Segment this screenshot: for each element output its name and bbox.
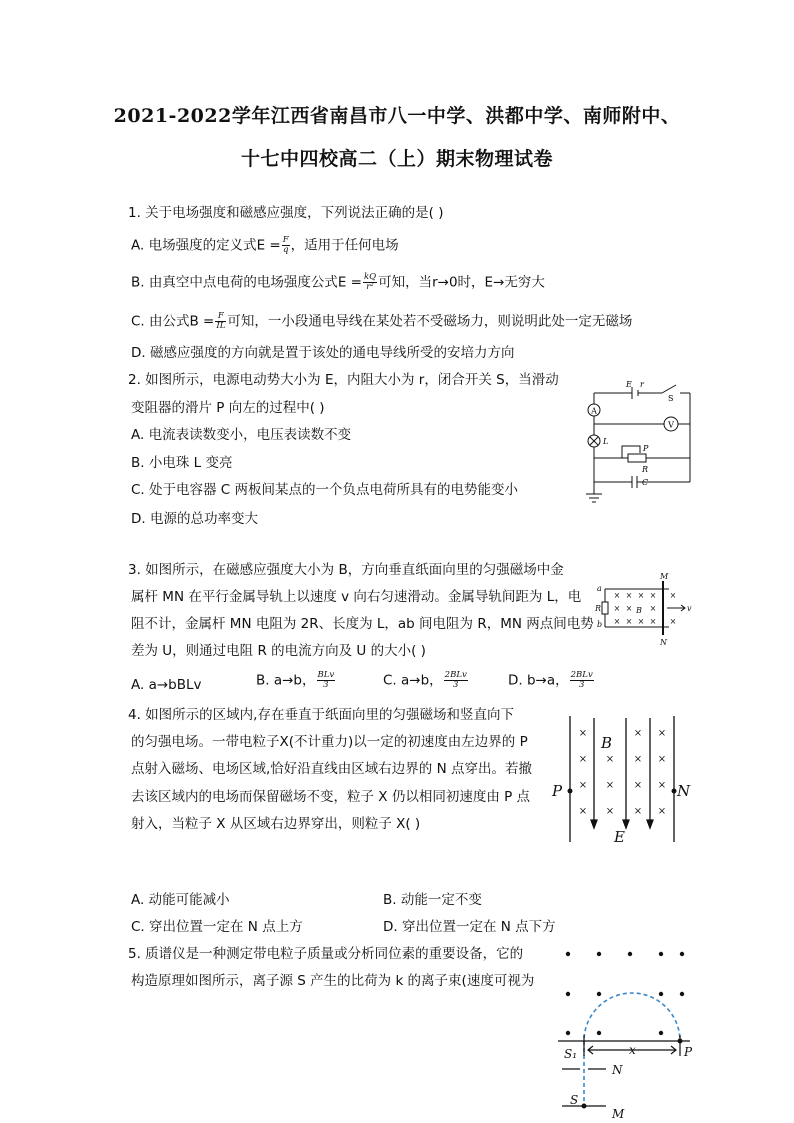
- q4-option-b: B. 动能一定不变: [383, 892, 482, 908]
- plate-m-label: M: [612, 1107, 625, 1121]
- exam-title-line-2: 十七中四校高二（上）期末物理试卷: [240, 148, 553, 170]
- q3-option-b: B. a→b， $\frac{\text{BLv}}{3}$: [256, 670, 335, 690]
- svg-text:×: ×: [633, 780, 643, 791]
- svg-text:×: ×: [649, 617, 657, 626]
- q3-option-c: C. a→b， $\frac{\text{2BLv}}{3}$: [383, 670, 467, 690]
- switch-label: S: [668, 394, 674, 403]
- q3-stem-line-1: 3. 如图所示，在磁感应强度大小为 B，方向垂直纸面向里的匀强磁场中金: [128, 562, 564, 578]
- field-e-label: E: [614, 828, 625, 846]
- svg-text:×: ×: [657, 728, 667, 739]
- svg-text:×: ×: [578, 728, 588, 739]
- q1-option-b: B. 由真空中点电荷的电场强度公式E = $\frac{kQ}{\text{r²}}$ 可知，当r→0时，E→无穷大: [131, 272, 545, 292]
- q4-stem-line-3: 点射入磁场、电场区域,恰好沿直线由区域右边界的 N 点穿出。若撤: [131, 761, 532, 777]
- q4-option-a: A. 动能可能减小: [131, 892, 230, 908]
- q2-option-a: A. 电流表读数变小，电压表读数不变: [131, 427, 352, 443]
- rod-end-m-label: M: [660, 572, 669, 581]
- svg-text:×: ×: [578, 806, 588, 817]
- q1-b-fraction: $\frac{kQ}{\text{r²}}$: [363, 272, 377, 292]
- svg-text:×: ×: [637, 617, 645, 626]
- field-b-label: B: [636, 606, 642, 615]
- q2-option-c: C. 处于电容器 C 两板间某点的一个负点电荷所具有的电势能变小: [131, 482, 519, 498]
- q4-field-diagram: [548, 712, 698, 850]
- slider-label: P: [643, 444, 649, 453]
- q3-stem-line-3: 阻不计，金属杆 MN 电阻为 2R、长度为 L，ab 间电阻为 R，MN 两点间电势: [131, 616, 594, 632]
- q1-a-fraction: $\frac{F}{q}$: [282, 235, 289, 255]
- svg-text:×: ×: [669, 617, 677, 626]
- svg-text:×: ×: [669, 591, 677, 600]
- rod-end-n-label: N: [660, 638, 667, 647]
- emf-label: E: [626, 380, 632, 389]
- voltmeter-label: V: [668, 420, 674, 430]
- q5-mass-spectrometer-diagram: [556, 944, 696, 1123]
- svg-text:×: ×: [625, 617, 633, 626]
- q1-stem: 1. 关于电场强度和磁感应强度，下列说法正确的是( ): [128, 205, 444, 221]
- capacitor-label: C: [642, 478, 649, 487]
- q4-option-c: C. 穿出位置一定在 N 点上方: [131, 919, 303, 935]
- exam-title-line-1: 2021-2022学年江西省南昌市八一中学、洪都中学、南师附中、: [113, 105, 681, 127]
- svg-text:×: ×: [637, 591, 645, 600]
- rheostat-label: R: [642, 465, 649, 474]
- q4-stem-line-4: 去该区域内的电场而保留磁场不变，粒子 X 仍以相同初速度由 P 点: [131, 789, 531, 805]
- svg-text:×: ×: [613, 591, 621, 600]
- q3-stem-line-2: 属杆 MN 在平行金属导轨上以速度 v 向右匀速滑动。金属导轨间距为 L，电: [131, 589, 582, 605]
- svg-text:×: ×: [649, 604, 657, 613]
- q4-stem-line-5: 射入，当粒子 X 从区域右边界穿出，则粒子 X( ): [131, 816, 421, 832]
- internal-resistance-label: r: [640, 380, 644, 389]
- point-p-label: P: [552, 782, 563, 800]
- q3-option-d: D. b→a， $\frac{\text{2BLv}}{3}$: [508, 670, 593, 690]
- entry-point-p: [568, 789, 573, 794]
- svg-text:×: ×: [625, 604, 633, 613]
- ion-source-s: [582, 1104, 587, 1109]
- q2-stem-line-1: 2. 如图所示，电源电动势大小为 E，内阻大小为 r，闭合开关 S，当滑动: [128, 372, 559, 388]
- svg-text:×: ×: [649, 591, 657, 600]
- plate-n-label: N: [612, 1063, 623, 1077]
- distance-x-label: x: [629, 1043, 636, 1057]
- svg-text:×: ×: [625, 591, 633, 600]
- q1-c-fraction: $\frac{F}{IL}$: [216, 311, 226, 331]
- velocity-label: v: [687, 604, 692, 613]
- svg-text:×: ×: [578, 754, 588, 765]
- q5-stem-line-1: 5. 质谱仪是一种测定带电粒子质量或分析同位素的重要设备，它的: [128, 946, 524, 962]
- q4-stem-line-1: 4. 如图所示的区域内,存在垂直于纸面向里的匀强磁场和竖直向下: [128, 707, 514, 723]
- field-b-label: B: [601, 734, 613, 752]
- q5-stem-line-2: 构造原理如图所示，离子源 S 产生的比荷为 k 的离子束(速度可视为: [131, 973, 535, 989]
- lamp-label: L: [603, 437, 609, 446]
- q2-option-d: D. 电源的总功率变大: [131, 511, 258, 527]
- ammeter-label: A: [591, 406, 597, 416]
- svg-text:×: ×: [633, 806, 643, 817]
- q2-stem-line-2: 变阻器的滑片 P 向左的过程中( ): [131, 400, 325, 416]
- point-b-label: b: [597, 620, 603, 629]
- svg-text:×: ×: [613, 604, 621, 613]
- q2-circuit-diagram: [580, 376, 696, 510]
- q3-rail-diagram: [593, 571, 697, 651]
- svg-text:×: ×: [657, 754, 667, 765]
- svg-text:×: ×: [605, 754, 615, 765]
- exit-point-n: [672, 789, 677, 794]
- svg-text:×: ×: [657, 780, 667, 791]
- point-a-label: a: [597, 584, 602, 593]
- q3-stem-line-4: 差为 U，则通过电阻 R 的电流方向及 U 的大小( ): [131, 643, 426, 659]
- svg-text:×: ×: [633, 728, 643, 739]
- q1-option-a: A. 电场强度的定义式E = $\frac{F}{q}$ ，适用于任何电场: [131, 235, 399, 255]
- q1-option-c: C. 由公式B = $\frac{F}{IL}$ 可知，一小段通电导线在某处若不受磁场力，则说明此处一定无磁场: [131, 311, 633, 331]
- resistor-r-label: R: [595, 604, 602, 613]
- svg-text:×: ×: [633, 754, 643, 765]
- slit-s1-label: S₁: [564, 1047, 578, 1061]
- svg-text:×: ×: [613, 617, 621, 626]
- q4-option-d: D. 穿出位置一定在 N 点下方: [383, 919, 556, 935]
- svg-text:×: ×: [605, 780, 615, 791]
- point-p-label: P: [684, 1045, 693, 1059]
- source-s-label: S: [570, 1093, 579, 1107]
- point-n-label: N: [677, 782, 691, 800]
- q3-option-a: A. a→bBLv: [131, 677, 202, 693]
- q4-stem-line-2: 的匀强电场。一带电粒子X(不计重力)以一定的初速度由左边界的 P: [131, 734, 528, 750]
- detector-point-p: [678, 1039, 683, 1044]
- svg-text:×: ×: [657, 806, 667, 817]
- svg-text:×: ×: [578, 780, 588, 791]
- q1-option-d: D. 磁感应强度的方向就是置于该处的通电导线所受的安培力方向: [131, 345, 515, 361]
- q2-option-b: B. 小电珠 L 变亮: [131, 455, 233, 471]
- svg-text:×: ×: [605, 806, 615, 817]
